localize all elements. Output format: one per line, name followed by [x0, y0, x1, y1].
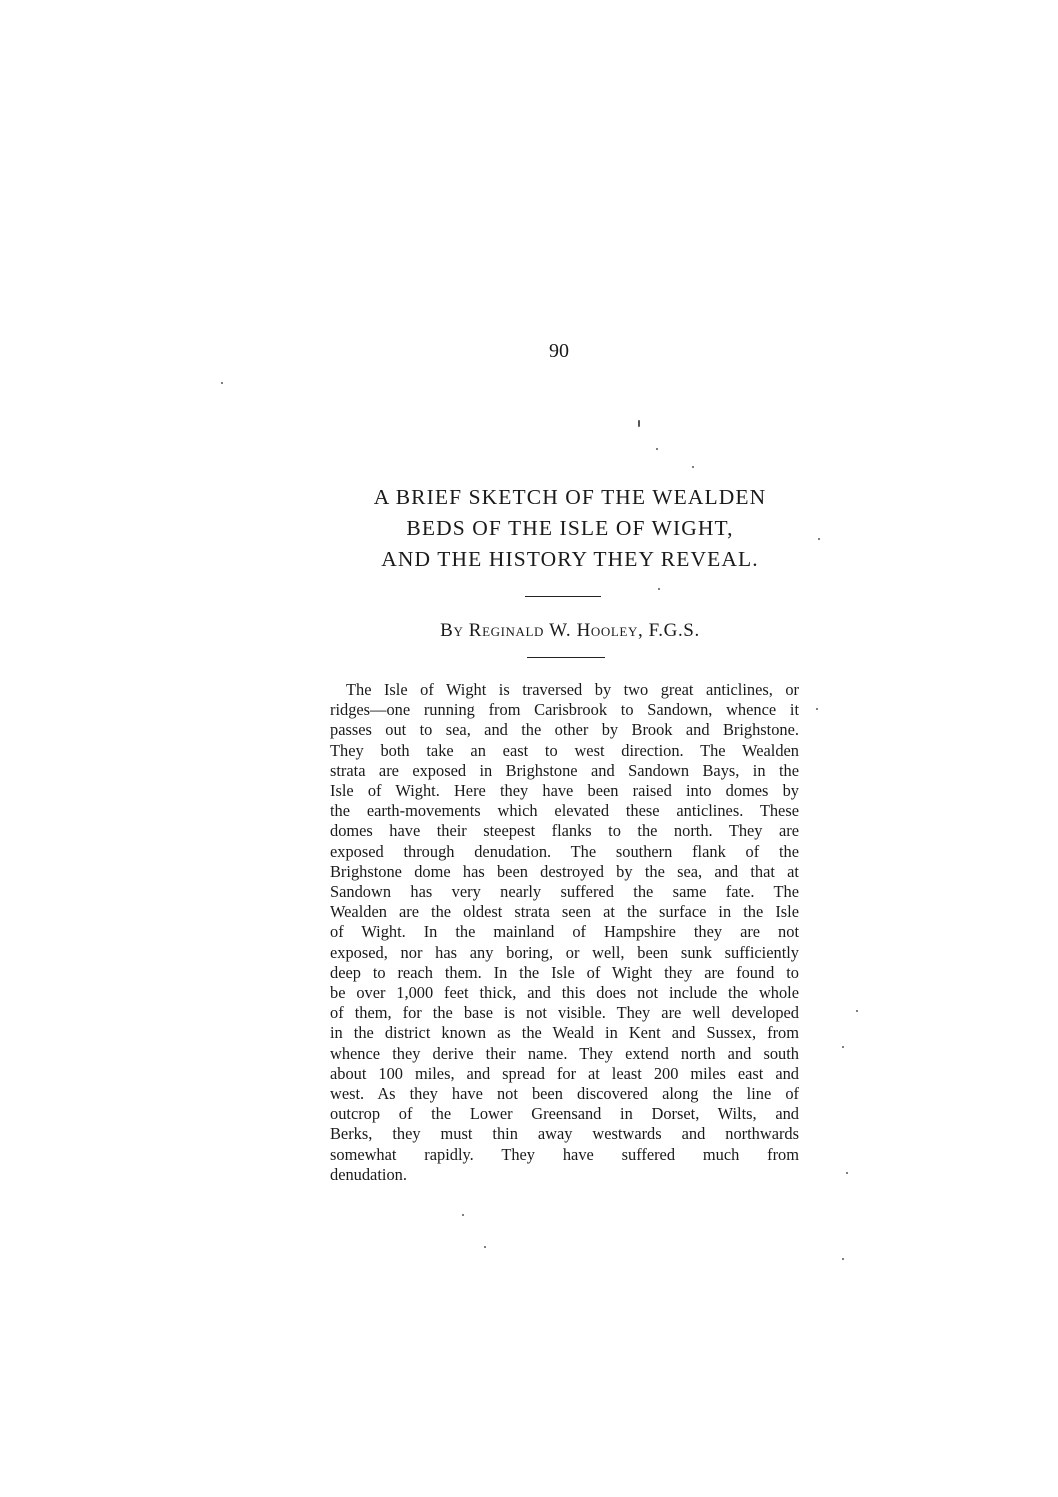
scan-speck [818, 538, 820, 540]
scan-speck [484, 1246, 486, 1248]
author-suffix: , F.G.S. [637, 620, 700, 641]
body-line: Wealden are the oldest strata seen at the surface in the Isle [330, 902, 799, 922]
article-title [300, 482, 840, 575]
title-line-1: A BRIEF SKETCH OF THE WEALDEN [373, 485, 767, 509]
byline-by: By [440, 620, 464, 641]
body-line: Sandown has very nearly suffered the same fate. The [330, 882, 799, 902]
author-byline [300, 620, 840, 642]
page-number: 90 [549, 340, 569, 362]
scan-speck [638, 420, 640, 427]
body-line: They both take an east to west direction. The Wealden [330, 740, 799, 760]
author-first-name: Reginald [468, 620, 545, 641]
body-line: about 100 miles, and spread for at least 200 miles east and [330, 1063, 799, 1083]
scan-speck [658, 588, 660, 590]
body-line: Brighstone dome has been destroyed by the sea, and that at [330, 861, 799, 881]
body-line: whence they derive their name. They extend north and south [330, 1043, 799, 1063]
body-line: denudation. [330, 1164, 407, 1184]
body-line: of them, for the base is not visible. They are well developed [330, 1003, 799, 1023]
body-line: Berks, they must thin away westwards and northwards [330, 1124, 799, 1144]
scan-speck [692, 466, 694, 468]
body-line: the earth-movements which elevated these anticlines. These [330, 801, 799, 821]
body-line: strata are exposed in Brighstone and Sandown Bays, in the [330, 760, 799, 780]
scan-speck [816, 708, 818, 710]
body-line: exposed, nor has any boring, or well, been sunk sufficiently [330, 942, 799, 962]
body-line: domes have their steepest flanks to the north. They are [330, 821, 799, 841]
byline-divider [527, 657, 605, 658]
title-line-2: BEDS OF THE ISLE OF WIGHT, [406, 516, 734, 540]
scan-speck [856, 1010, 858, 1012]
body-line: ridges—one running from Carisbrook to Sandown, whence it [330, 700, 799, 720]
body-line: Isle of Wight. Here they have been raised into domes by [330, 781, 799, 801]
body-line: exposed through denudation. The southern flank of the [330, 841, 799, 861]
title-divider [525, 596, 601, 597]
body-line: in the district known as the Weald in Kent and Sussex, from [330, 1023, 799, 1043]
body-line: outcrop of the Lower Greensand in Dorset, Wilts, and [330, 1104, 799, 1124]
body-line: of Wight. In the mainland of Hampshire they are not [330, 922, 799, 942]
body-line: deep to reach them. In the Isle of Wight they are found to [330, 962, 799, 982]
body-line: west. As they have not been discovered along the line of [330, 1084, 799, 1104]
author-surname: Hooley [576, 620, 638, 641]
body-line: be over 1,000 feet thick, and this does not include the whole [330, 983, 799, 1003]
scan-speck [846, 1172, 848, 1174]
author-initial: W. [549, 620, 572, 641]
body-line: somewhat rapidly. They have suffered much from [330, 1144, 799, 1164]
body-line: passes out to sea, and the other by Brook and Brighstone. [330, 720, 799, 740]
scan-speck [656, 448, 658, 450]
body-line: The Isle of Wight is traversed by two great anticlines, or [346, 680, 799, 699]
title-line-3: AND THE HISTORY THEY REVEAL. [381, 547, 759, 571]
scan-speck [842, 1046, 844, 1048]
scan-speck [221, 382, 223, 384]
scan-speck [462, 1214, 464, 1216]
body-paragraph [330, 680, 799, 1185]
scan-speck [842, 1258, 844, 1260]
